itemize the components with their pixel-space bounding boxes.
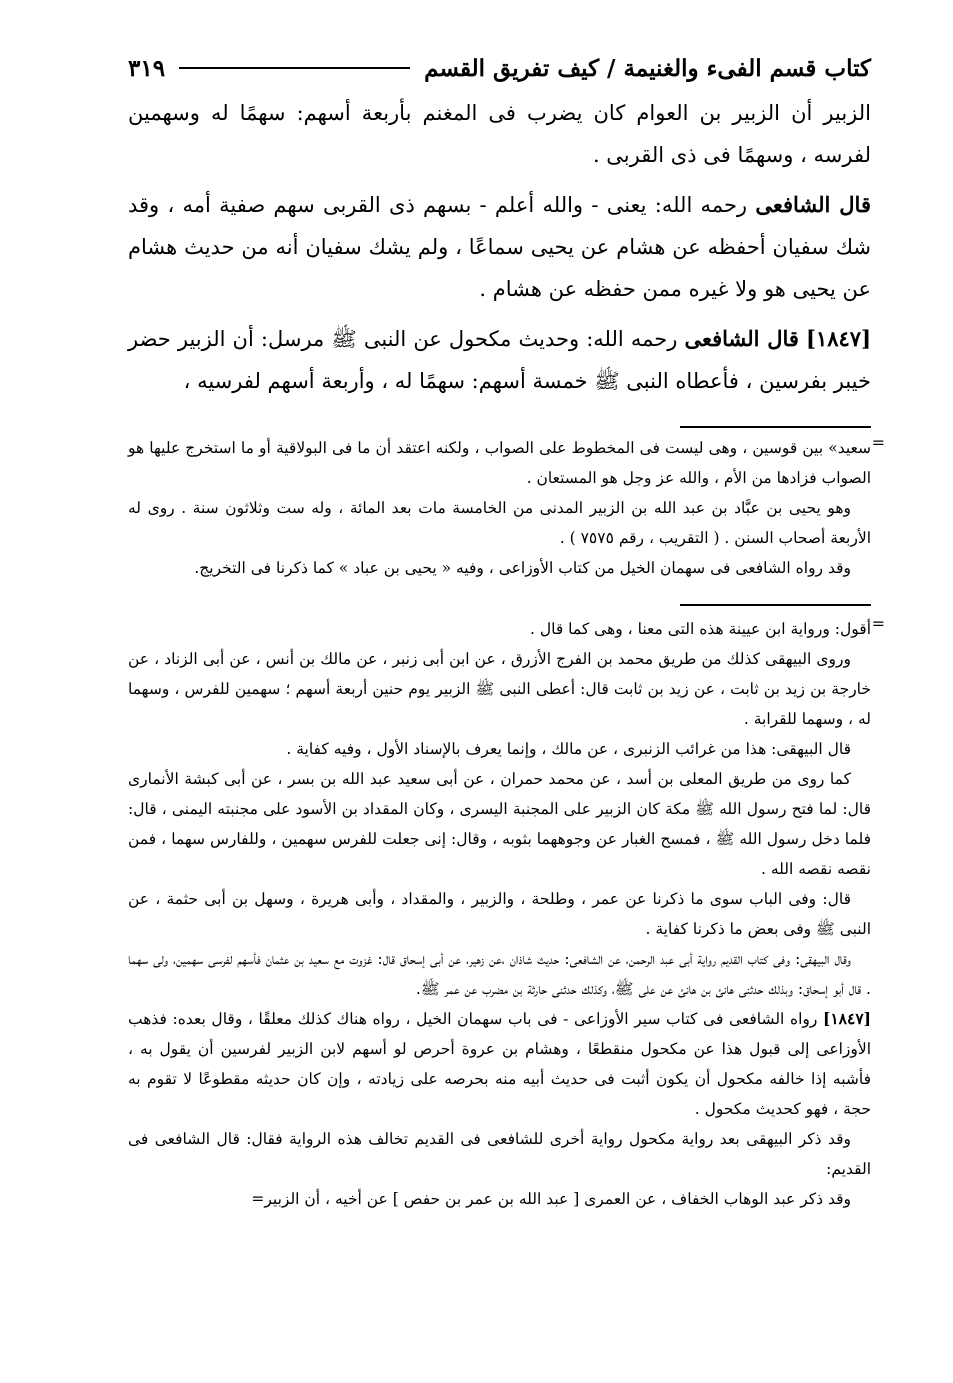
footnote-line: قال البيهقى: هذا من غرائب الزنبرى ، عن مالك ، وإنما يعرف بالإسناد الأول ، وفيه كفاية .	[286, 740, 851, 758]
speaker-label: قال الشافعى	[684, 326, 799, 351]
footnote-line: أقول: ورواية ابن عيينة هذه التى معنا ، وهى كما قال .	[530, 620, 871, 638]
footnote-line: كما روى من طريق المعلى بن أسد ، عن محمد حمران ، عن أبى سعيد عبد الله بن بسر ، عن أبى كبشة الأنمارى قال: لما فتح رسول الله ﷺ مكة كان الزبير على المجنبة اليسرى ، وكان المقداد بن الأسود على مجنبته اليمنى ، قال: فلما دخل رسول الله ﷺ ، فمسح الغبار عن وجوههما بثوبه ، وقال: إنى جعلت للفرس سهمين ، وللفارس سهما ، فمن نقصه نقصه الله .	[128, 770, 871, 878]
footnote-line: وروى البيهقى كذلك من طريق محمد بن الفرج الأزرق ، عن ابن أبى زنبر ، عن مالك بن أنس ، عن أبى الزناد ، عن خارجة بن زيد بن ثابت ، عن زيد بن ثابت قال: أعطى النبى ﷺ الزبير يوم حنين أربعة أسهم ؛ سهمين للفرس ، وسهما له ، وسهما للقرابة .	[128, 650, 871, 728]
footnote-number: [١٨٤٧]	[823, 1009, 871, 1028]
main-paragraph-1: الزبير أن الزبير بن العوام كان يضرب فى المغنم بأربعة أسهم: سهمًا له وسهمين لفرسه ، وسهمًا فى ذى القربى .	[128, 101, 871, 167]
footnote-divider-1	[680, 426, 871, 428]
running-title: كتاب قسم الفىء والغنيمة / كيف تفريق القسم	[424, 54, 871, 82]
continuation-mark: =	[871, 433, 885, 452]
continuation-mark: =	[871, 614, 885, 633]
footnote-entry	[128, 1004, 871, 1124]
footnote-line: وقد ذكر البيهقى بعد رواية مكحول رواية أخرى للشافعى فى القديم تخالف هذه الرواية فقال: قال الشافعى فى القديم:	[128, 1130, 871, 1178]
footnote-line: وقد ذكر عبد الوهاب الخفاف ، عن العمرى [ عبد الله بن عمر بن حفص ] عن أخيه ، أن الزبير=	[251, 1190, 851, 1208]
footnote-line: وقد رواه الشافعى فى سهمان الخيل من كتاب الأوزاعى ، وفيه « يحيى بن عباد » كما ذكرنا فى التخريج.	[194, 559, 851, 577]
page-header	[128, 48, 871, 88]
footnote-line: وهو يحيى بن عبَّاد بن عبد الله بن الزبير المدنى من الخامسة مات بعد المائة ، وله ست وثلاثون سنة . روى له الأربعة أصحاب السنن . ( التقريب ، رقم ٧٥٧٥ ) .	[128, 499, 871, 547]
header-rule	[179, 67, 410, 69]
footnote-line: سعيد» بين قوسين ، وهى ليست فى المخطوط على الصواب ، ولكنه اعتقد أن ما فى البولاقية أو ما استخرج عليها هو الصواب فزادها من الأم ، والله عز وجل هو المستعان .	[128, 439, 871, 487]
footnote-block-1	[128, 433, 885, 583]
page-number: ٣١٩	[128, 54, 166, 82]
main-text	[128, 92, 871, 406]
footnote-divider-2	[680, 604, 871, 606]
paragraph-body: رحمه الله: يعنى - والله أعلم - بسهم ذى القربى سهم صفية أمه ، وقد شك سفيان أحفظه عن هشام عن يحيى سماعًا ، ولم يشك سفيان أنه من حديث هشام عن يحيى هو ولا غيره ممن حفظه عن هشام .	[128, 193, 871, 301]
hadith-number: [١٨٤٧]	[806, 326, 871, 351]
main-paragraph-2	[128, 184, 871, 310]
paragraph-body: رحمه الله: وحديث مكحول عن النبى ﷺ مرسل: أن الزبير حضر خيبر بفرسين ، فأعطاه النبى ﷺ خمسة أسهم: سهمًا له ، وأربعة أسهم لفرسيه ،	[128, 327, 871, 393]
speaker-label: قال الشافعى	[755, 192, 871, 217]
main-paragraph-3	[128, 318, 871, 402]
footnote-line: وقال البيهقى: وفى كتاب القديم رواية أبى عبد الرحمن، عن الشافعى: حديث شاذان ،عن زهير، عن أبى إسحاق قال: غزوت مع سعيد بن عثمان فأسهم لفرسى سهمين، ولى سهما . قال أبو إسحاق: وبذلك حدثنى هانئ بن هانئ عن على ﷺ، وكذلك حدثنى حارثة بن مضرب عن عمر ﷺ.	[128, 950, 871, 998]
footnote-block-2	[128, 614, 885, 1214]
footnote-entry-body: رواه الشافعى فى كتاب سير الأوزاعى - فى باب سهمان الخيل ، رواه هناك كذلك معلقًا ، وقال بعده: فذهب الأوزاعى إلى قبول هذا عن مكحول منقطعًا ، وهشام بن عروة أحرص لو أسهم لابن الزبير لفرسين أن يقول به ، فأشبه إذا خالفه مكحول أن يكون أثبت فى حديث أبيه منه بحرصه على زيادته ، وإن كان حديثه مقطوعًا لا تقوم به حجة ، فهو كحديث مكحول .	[128, 1010, 871, 1118]
footnote-line: قال: وفى الباب سوى ما ذكرنا عن عمر ، وطلحة ، والزبير ، والمقداد ، وأبى هريرة ، وسهل بن أبى حثمة ، عن النبى ﷺ وفى بعض ما ذكرنا كفاية .	[128, 890, 871, 938]
